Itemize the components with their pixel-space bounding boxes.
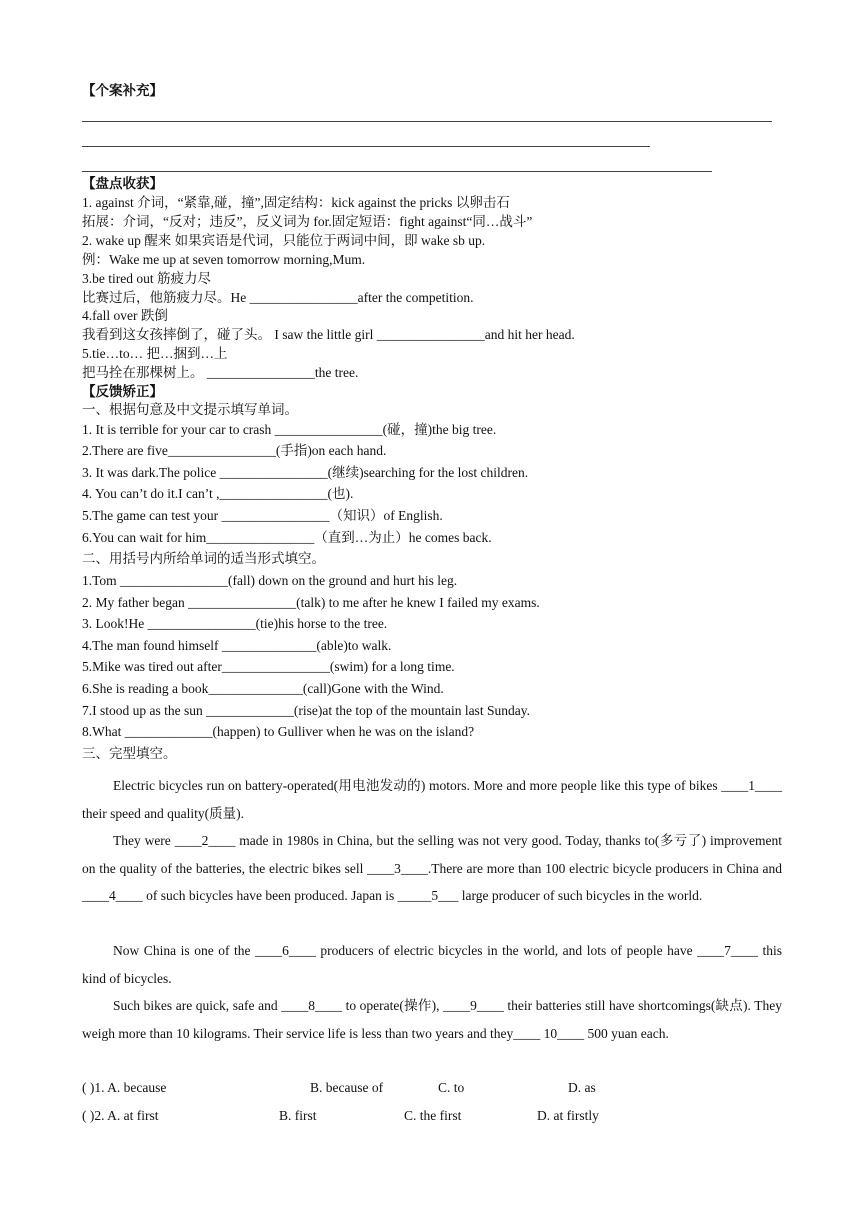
answer-line xyxy=(82,171,712,172)
question-item: 5.Mike was tired out after________________(swim) for a long time. xyxy=(82,659,455,674)
question-item: 3. Look!He ________________(tie)his horse to the tree. xyxy=(82,616,388,631)
question-item: 4.The man found himself ______________(able)to walk. xyxy=(82,638,392,653)
question-item: 5.The game can test your ________________（知识）of English. xyxy=(82,508,443,523)
section-case-supplement: 【个案补充】 xyxy=(82,83,163,98)
cloze-paragraph: Such bikes are quick, safe and ____8____ to operate(操作), ____9____ their batteries still have shortcomings(缺点). They weigh more than 10 kilograms. Their service life is less than two years and they____ 10____ 500 yuan each. xyxy=(82,998,782,1041)
choice-b: B. first xyxy=(279,1108,317,1123)
question-item: 2.There are five________________(手指)on each hand. xyxy=(82,443,387,458)
choice-d: D. at firstly xyxy=(537,1108,599,1123)
question-item: 2. My father began ________________(talk) to me after he knew I failed my exams. xyxy=(82,595,540,610)
question-item: 1.Tom ________________(fall) down on the ground and hurt his leg. xyxy=(82,573,458,588)
answer-line xyxy=(82,121,772,122)
question-item: 1. It is terrible for your car to crash ________________(碰，撞)the big tree. xyxy=(82,422,497,437)
inventory-line: 例：Wake me up at seven tomorrow morning,Mum. xyxy=(82,252,366,267)
question-item: 3. It was dark.The police ________________(继续)searching for the lost children. xyxy=(82,465,529,480)
answer-line xyxy=(82,146,650,147)
inventory-line: 拓展：介词，“反对；违反”，反义词为 for.固定短语：fight against“同…战斗” xyxy=(82,214,533,229)
cloze-paragraph: They were ____2____ made in 1980s in China, but the selling was not very good. Today, thanks to(多亏了) improvement on the quality of the batteries, the electric bikes sell ____3____.There are more than 100 electric bicycle producers in China and ____4____ of such bicycles have been produced. Japan is _____5___ large producer of such bicycles in the world. xyxy=(82,833,782,903)
inventory-line: 3.be tired out 筋疲力尽 xyxy=(82,271,211,286)
part1-heading: 一、根据句意及中文提示填写单词。 xyxy=(82,402,298,417)
question-item: 4. You can’t do it.I can’t ,________________(也). xyxy=(82,486,354,501)
part3-heading: 三、完型填空。 xyxy=(82,746,177,761)
inventory-line: 把马拴在那棵树上。 ________________the tree. xyxy=(82,365,359,380)
choice-c: C. to xyxy=(438,1080,465,1095)
inventory-line: 4.fall over 跌倒 xyxy=(82,308,168,323)
question-item: 8.What _____________(happen) to Gulliver when he was on the island? xyxy=(82,724,475,739)
cloze-paragraph: Electric bicycles run on battery-operated(用电池发动的) motors. More and more people like this type of bikes ____1____ their speed and quality(质量). xyxy=(82,778,782,821)
inventory-line: 比赛过后，他筋疲力尽。He ________________after the competition. xyxy=(82,290,474,305)
choice-d: D. as xyxy=(568,1080,596,1095)
question-item: 6.She is reading a book______________(call)Gone with the Wind. xyxy=(82,681,444,696)
choice-b: B. because of xyxy=(310,1080,384,1095)
choice-prefix: ( )2. A. at first xyxy=(82,1108,159,1123)
cloze-paragraph: Now China is one of the ____6____ producers of electric bicycles in the world, and lots of people have ____7____ this kind of bicycles. xyxy=(82,943,782,986)
inventory-line: 1. against 介词，“紧靠,碰，撞”,固定结构：kick against the pricks 以卵击石 xyxy=(82,195,510,210)
inventory-line: 5.tie…to… 把…捆到…上 xyxy=(82,346,228,361)
choice-c: C. the first xyxy=(404,1108,462,1123)
inventory-line: 我看到这女孩摔倒了，碰了头。 I saw the little girl ________________and hit her head. xyxy=(82,327,575,342)
section-inventory: 【盘点收获】 xyxy=(82,176,163,191)
inventory-line: 2. wake up 醒来 如果宾语是代词，只能位于两词中间，即 wake sb up. xyxy=(82,233,486,248)
question-item: 6.You can wait for him________________（直到…为止）he comes back. xyxy=(82,530,492,545)
section-feedback: 【反馈矫正】 xyxy=(82,384,163,399)
part2-heading: 二、用括号内所给单词的适当形式填空。 xyxy=(82,551,325,566)
question-item: 7.I stood up as the sun _____________(rise)at the top of the mountain last Sunday. xyxy=(82,703,530,718)
choice-prefix: ( )1. A. because xyxy=(82,1080,167,1095)
